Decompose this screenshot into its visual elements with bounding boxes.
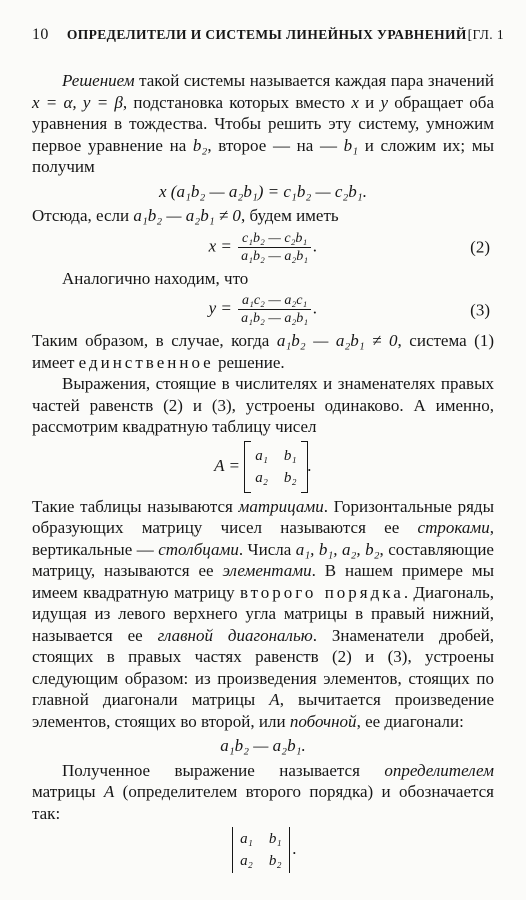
determinant — [229, 827, 292, 873]
left-bar — [232, 827, 233, 873]
matrix-cell: b₂ — [268, 853, 282, 869]
fraction-y-numerator: a₁c₂ — a₂c₁ — [238, 292, 311, 310]
paragraph-solution-definition: Решением такой системы называется каждая пара значений x = α, y = β, подстановка которых вместо x и y обращает оба уравнения в тождества. Чтобы решить эту систему, умножим первое уравнение на b₂, второе — на — b₁ и сложим их; мы получим — [32, 71, 494, 176]
formula-matrix-a: A = a₁ b₁ a₂ b₂ . — [32, 441, 494, 493]
matrix-cell: b₂ — [283, 469, 297, 486]
left-bracket — [244, 441, 251, 493]
matrix-cell: b₁ — [283, 447, 297, 464]
term-solution: Решением — [62, 71, 135, 90]
fraction-x-denominator: a₁b₂ — a₂b₁ — [241, 248, 309, 264]
paragraph-determinant: Полученное выражение называется определителем матрицы A (определителем второго порядка) и обозначается так: — [32, 760, 494, 823]
page-number: 10 — [32, 26, 49, 43]
fraction-x-numerator: c₁b₂ — c₂b₁ — [238, 230, 311, 248]
equation-number-3: (3) — [470, 299, 490, 319]
formula-diagonal-difference: a₁b₂ — a₂b₁. — [220, 736, 306, 755]
page-body — [32, 70, 494, 876]
running-header — [32, 24, 504, 46]
right-bar — [289, 827, 290, 873]
matrix-cell: a₂ — [240, 853, 253, 869]
fraction-y — [238, 292, 311, 327]
fraction-x — [238, 230, 311, 265]
fraction-y-denominator: a₁b₂ — a₂b₁ — [241, 311, 309, 326]
matrix-cell: a₂ — [255, 469, 268, 486]
matrix-cell: a₁ — [240, 831, 253, 847]
chapter-marker: [ГЛ. 1 — [467, 27, 504, 42]
formula-determinant: a₁ b₁ a₂ b₂ . — [32, 827, 494, 873]
matrix-a — [244, 441, 307, 493]
chapter-title: ОПРЕДЕЛИТЕЛИ И СИСТЕМЫ ЛИНЕЙНЫХ УРАВНЕНИЙ — [66, 27, 467, 42]
equation-number-2: (2) — [470, 237, 490, 257]
matrix-cell: a₁ — [255, 447, 268, 464]
right-bracket — [301, 441, 308, 493]
formula-2: x = $\frac{\text{c₁b₂ — c₂b₁}}{\text{a₁b₂ — a₂b₁}}$ . (2) — [208, 230, 490, 264]
paragraph-hence: Отсюда, если a₁b₂ — a₂b₁ ≠ 0, будем иметь — [32, 206, 339, 225]
paragraph-matrices: Такие таблицы называются матрицами. Горизонтальные ряды образующих матрицу чисел называются ее строками, вертикальные — столбцами. Числа a₁, b₁, a₂, b₂, составляющие матрицу, называются ее элементами. В нашем примере мы имеем квадратную матрицу второго порядка. Диагональ, идущая из левого верхнего угла матрицы в правый нижний, называется ее главной диагональю. Знаменатели дробей, стоящих в правых частях равенств (2) и (3), устроены следующим образом: из произведения элементов, стоящих по главной диагонали матрицы A, вычитается произведение элементов, стоящих во второй, или побочной, ее диагонали: — [32, 496, 495, 731]
paragraph-expressions: Выражения, стоящие в числителях и знаменателях правых частей равенств (2) и (3), устроены одинаково. А именно, рассмотрим квадратную таблицу чисел — [32, 374, 494, 436]
matrix-cell: b₁ — [268, 831, 282, 847]
formula-x-product: x (a₁b₂ — a₂b₁) = c₁b₂ — c₂b₁. — [159, 181, 367, 201]
formula-3: y = $\frac{\text{a₁c₂ — a₂c₁}}{\text{a₁b₂ — a₂b₁}}$ . (3) — [208, 293, 490, 326]
paragraph-similarly: Аналогично находим, что — [62, 268, 249, 288]
paragraph-unique-solution: Таким образом, в случае, когда a₁b₂ — a₂b₁ ≠ 0, система (1) имеет единственное решение. — [32, 331, 494, 372]
